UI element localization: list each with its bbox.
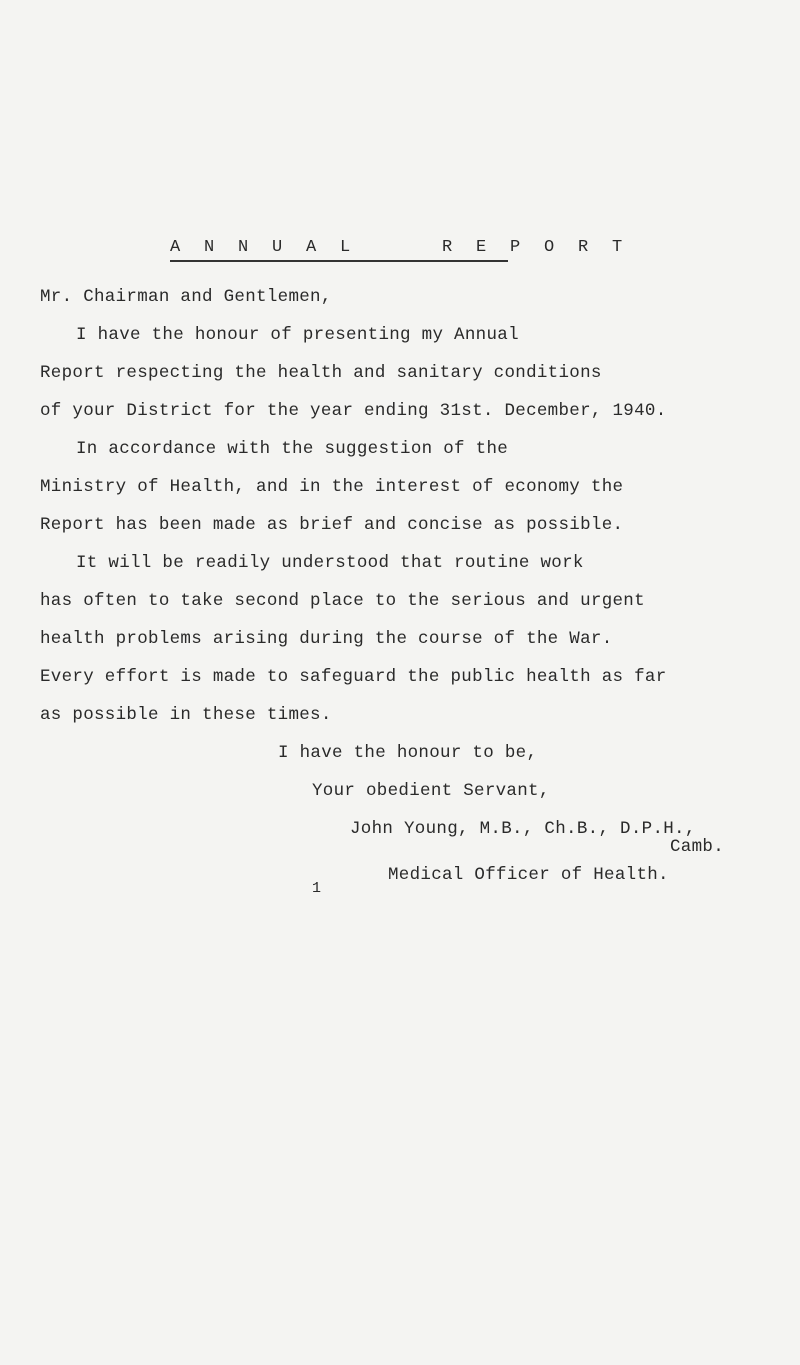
paragraph-line: Every effort is made to safeguard the public health as far bbox=[40, 667, 667, 687]
report-title: A N N U A L R E P O R T bbox=[170, 238, 508, 262]
closing-line: I have the honour to be, bbox=[278, 743, 538, 763]
paragraph-line: has often to take second place to the serious and urgent bbox=[40, 591, 645, 611]
signature-qualification: Camb. bbox=[670, 837, 725, 857]
paragraph-line: Report has been made as brief and concise as possible. bbox=[40, 515, 624, 535]
paragraph-line: Ministry of Health, and in the interest of economy the bbox=[40, 477, 624, 497]
valediction: Your obedient Servant, bbox=[312, 781, 550, 801]
signature-title: Medical Officer of Health. bbox=[388, 865, 669, 885]
paragraph-line: I have the honour of presenting my Annual bbox=[76, 325, 519, 345]
paragraph-line: as possible in these times. bbox=[40, 705, 332, 725]
signature-name: John Young, M.B., Ch.B., D.P.H., bbox=[350, 819, 696, 839]
salutation: Mr. Chairman and Gentlemen, bbox=[40, 287, 332, 307]
paragraph-line: In accordance with the suggestion of the bbox=[76, 439, 509, 459]
paragraph-line: It will be readily understood that routine work bbox=[76, 553, 584, 573]
paragraph-line: health problems arising during the course of the War. bbox=[40, 629, 613, 649]
paragraph-line: Report respecting the health and sanitary conditions bbox=[40, 363, 602, 383]
paragraph-line: of your District for the year ending 31st. December, 1940. bbox=[40, 401, 667, 421]
page-number: 1 bbox=[312, 880, 322, 897]
